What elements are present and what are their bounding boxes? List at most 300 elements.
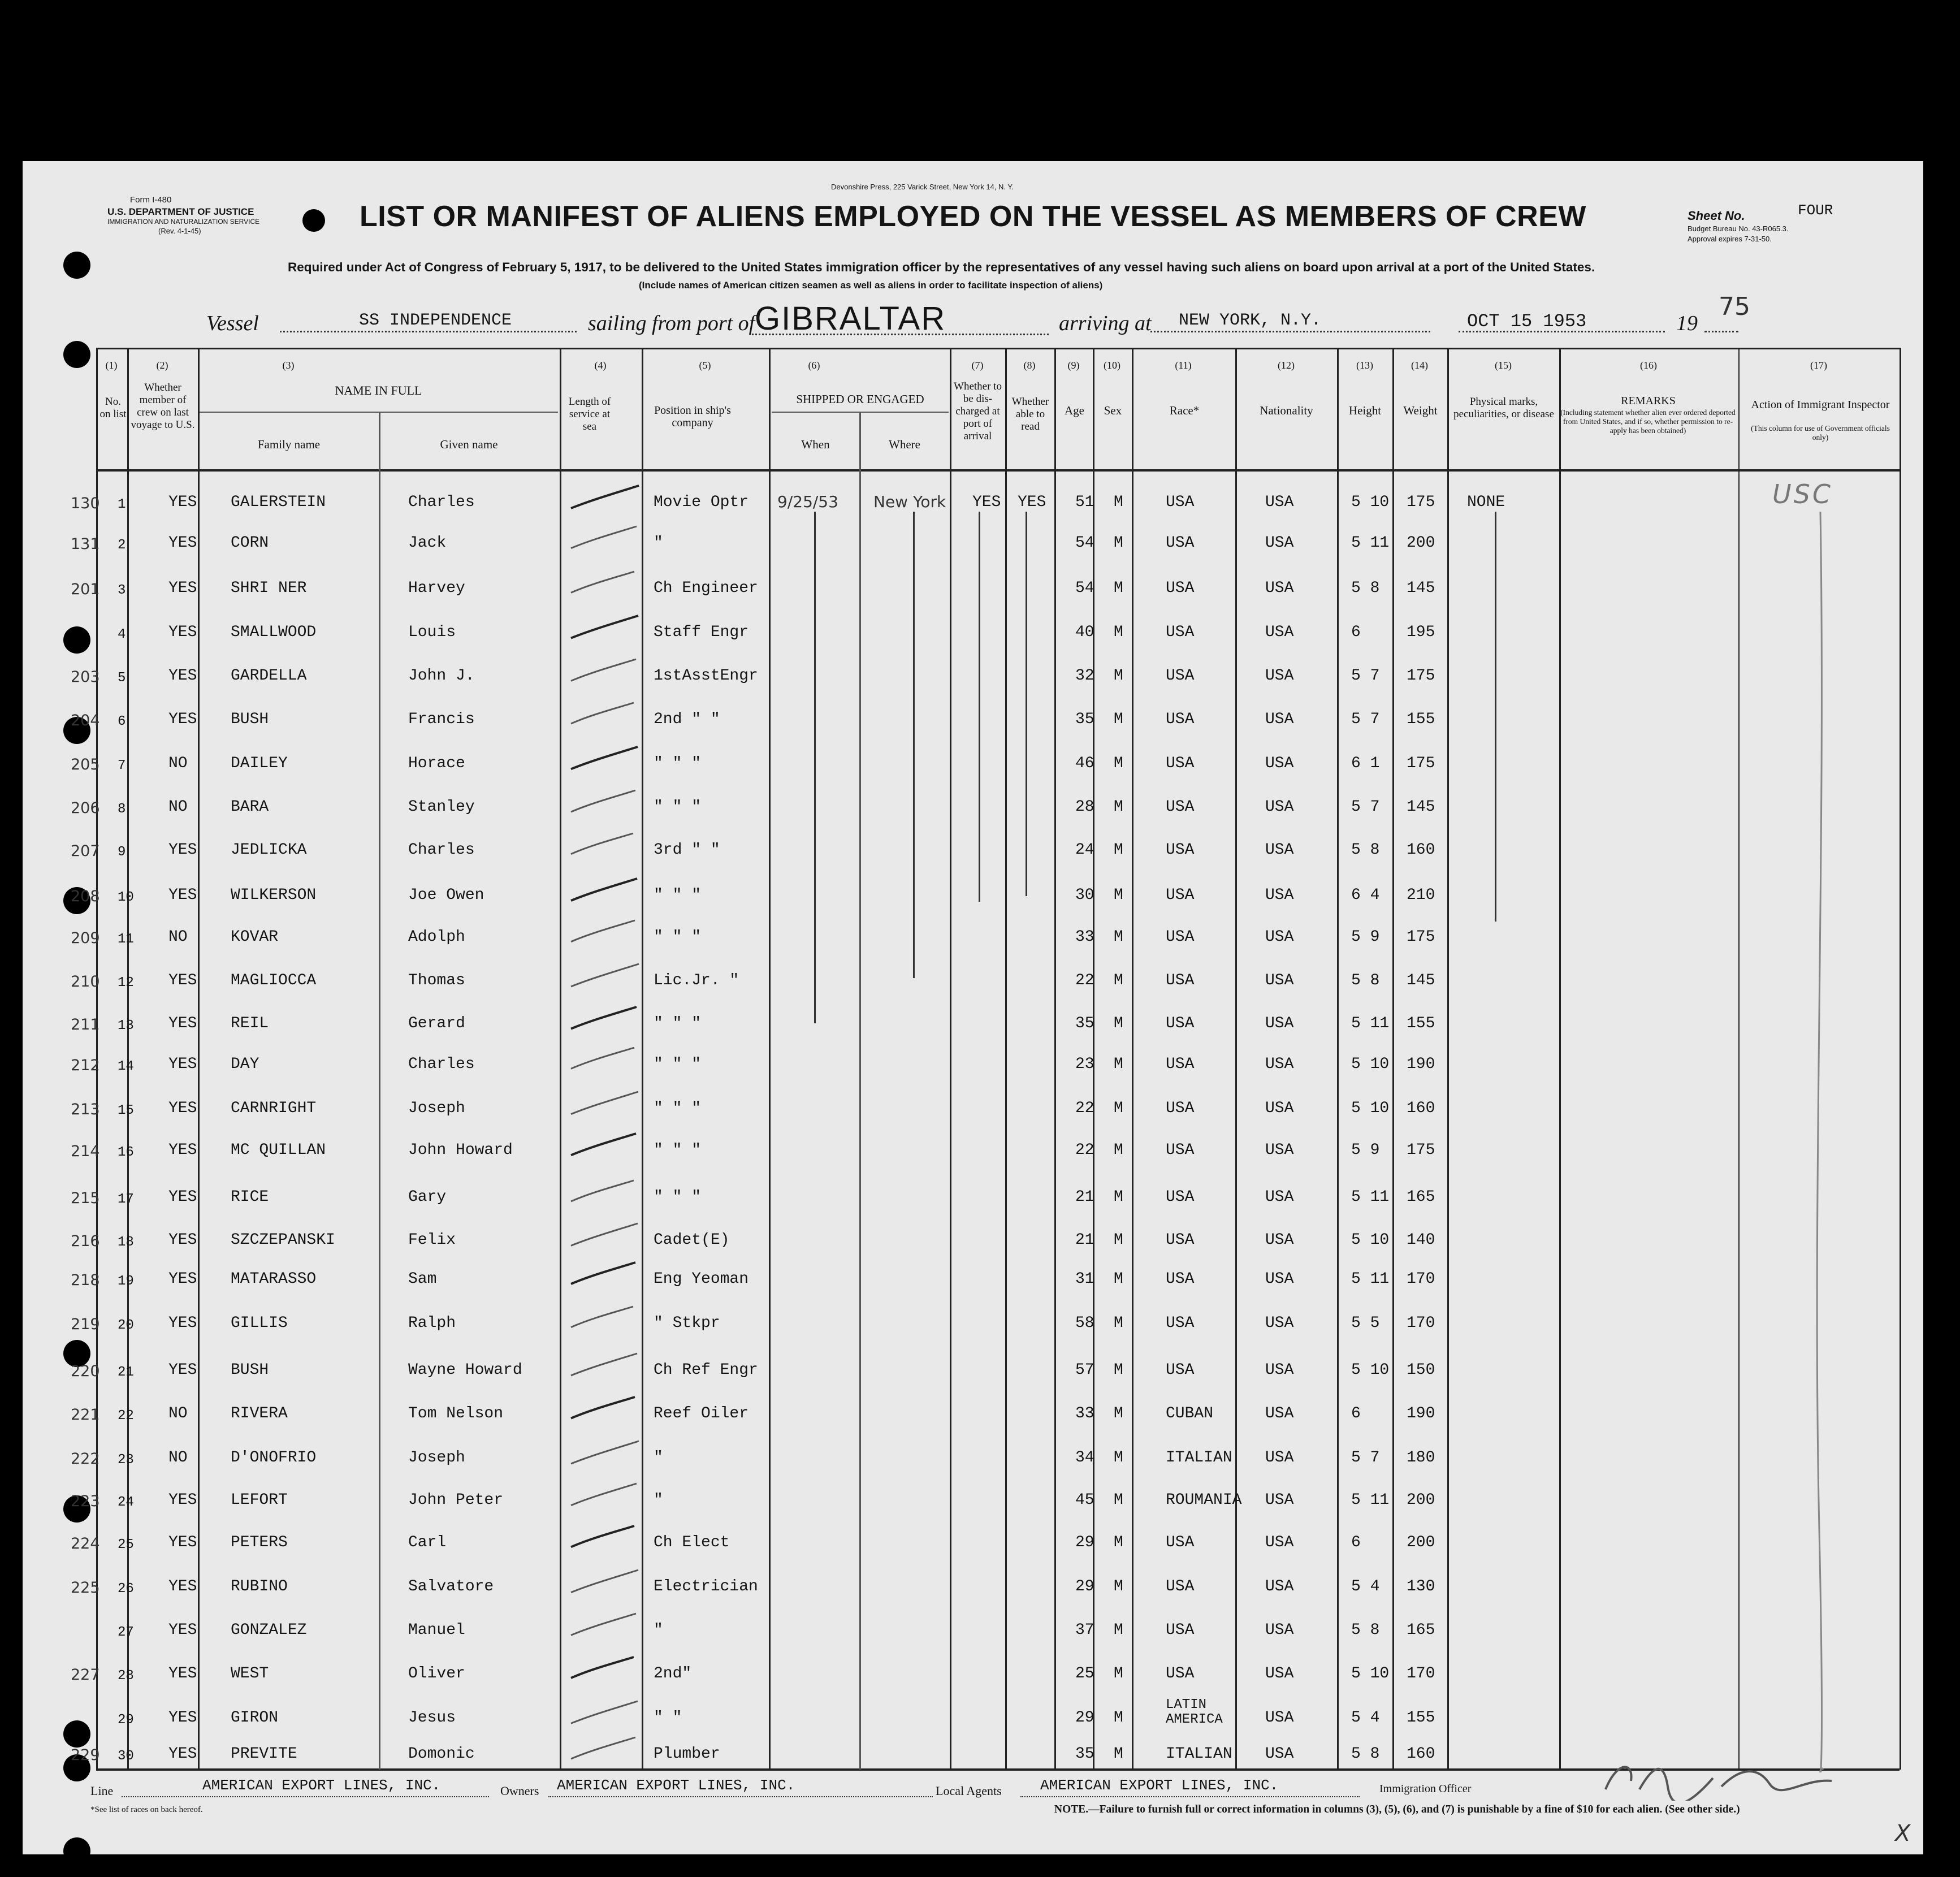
given-name: Louis — [408, 624, 456, 641]
family-name: SHRI NER — [231, 579, 307, 597]
handwritten-list-number: 219 — [71, 1316, 100, 1333]
given-name: Stanley — [408, 798, 475, 816]
given-name: Joseph — [408, 1449, 465, 1467]
sex: M — [1114, 1141, 1123, 1159]
service-length-slash — [568, 1697, 647, 1731]
handwritten-list-number: 222 — [71, 1450, 100, 1468]
age: 46 — [1075, 755, 1094, 772]
given-name: Manuel — [408, 1621, 465, 1639]
given-name: Oliver — [408, 1665, 465, 1683]
crew-last-voyage: NO — [168, 755, 188, 772]
crew-last-voyage: YES — [168, 1231, 197, 1249]
crew-last-voyage: YES — [168, 1534, 197, 1551]
owners-label: Owners — [500, 1784, 539, 1798]
race: USA — [1166, 1188, 1195, 1206]
height: 5 10 — [1351, 1231, 1390, 1249]
family-name: MAGLIOCCA — [231, 972, 317, 989]
given-name: Charles — [408, 841, 475, 859]
height: 6 1 — [1351, 755, 1380, 772]
age: 22 — [1075, 1100, 1094, 1117]
row-number: 26 — [118, 1581, 134, 1597]
nationality: USA — [1265, 1665, 1294, 1683]
weight: 150 — [1407, 1361, 1435, 1379]
binder-hole — [63, 1837, 90, 1865]
family-name: RICE — [231, 1188, 269, 1206]
nationality: USA — [1265, 1621, 1294, 1639]
row-number: 9 — [118, 845, 126, 860]
nationality: USA — [1265, 798, 1294, 816]
service-length-slash — [568, 1087, 647, 1121]
ditto-stroke — [979, 512, 980, 902]
sex: M — [1114, 579, 1123, 597]
dotted-rule — [1459, 331, 1665, 332]
handwritten-list-number: 229 — [71, 1746, 100, 1764]
given-name: Gary — [408, 1188, 447, 1206]
sex: M — [1114, 494, 1123, 511]
family-name: DAILEY — [231, 755, 288, 772]
height: 5 10 — [1351, 1056, 1390, 1073]
dotted-rule — [280, 331, 577, 332]
row-number: 11 — [118, 932, 134, 947]
sex: M — [1114, 1015, 1123, 1032]
binder-hole — [63, 626, 90, 654]
family-name: WEST — [231, 1665, 269, 1683]
handwritten-list-number: 218 — [71, 1271, 100, 1289]
officer-signature — [1600, 1755, 1837, 1801]
column-rule — [769, 348, 771, 1770]
header-race: Race* — [1169, 404, 1200, 417]
shipped-where: New York — [873, 492, 946, 511]
service-length-slash — [568, 1392, 647, 1426]
position: " — [654, 1491, 663, 1509]
position: " " " — [654, 755, 702, 772]
race: USA — [1166, 1231, 1195, 1249]
form-title: LIST OR MANIFEST OF ALIENS EMPLOYED ON THE VESSEL AS MEMBERS OF CREW — [360, 200, 1586, 233]
service-length-slash — [568, 1302, 647, 1336]
nationality: USA — [1265, 1314, 1294, 1332]
crew-last-voyage: NO — [168, 928, 188, 946]
given-name: John J. — [408, 667, 475, 685]
dotted-rule — [1020, 1796, 1360, 1797]
given-name: Jack — [408, 534, 447, 552]
handwritten-list-number: 207 — [71, 842, 100, 860]
age: 54 — [1075, 579, 1094, 597]
header-where: Where — [889, 438, 920, 451]
weight: 155 — [1407, 711, 1435, 728]
height: 5 11 — [1351, 1015, 1390, 1032]
given-name: Jesus — [408, 1709, 456, 1727]
line-name: AMERICAN EXPORT LINES, INC. — [202, 1777, 441, 1794]
family-name: MC QUILLAN — [231, 1141, 326, 1159]
crew-last-voyage: YES — [168, 1491, 197, 1509]
family-name: WILKERSON — [231, 886, 317, 904]
height: 5 8 — [1351, 579, 1380, 597]
dotted-rule — [1150, 331, 1430, 332]
race: USA — [1166, 1314, 1195, 1332]
service-length-slash — [568, 1043, 647, 1077]
nationality: USA — [1265, 1015, 1294, 1032]
weight: 160 — [1407, 1100, 1435, 1117]
service-length-slash — [568, 959, 647, 993]
crew-last-voyage: NO — [168, 798, 188, 816]
position: Movie Optr — [654, 494, 749, 511]
dotted-rule — [548, 1796, 933, 1797]
service-length-slash — [568, 1733, 647, 1767]
service-length-slash — [568, 874, 647, 908]
column-number: (15) — [1495, 360, 1512, 371]
sex: M — [1114, 1534, 1123, 1551]
row-number: 29 — [118, 1712, 134, 1728]
family-name: GIRON — [231, 1709, 279, 1727]
vessel-name: SS INDEPENDENCE — [359, 311, 512, 330]
position: " " " — [654, 886, 702, 904]
sex: M — [1114, 1056, 1123, 1073]
row-number: 21 — [118, 1365, 134, 1380]
handwritten-list-number: 213 — [71, 1101, 100, 1118]
nationality: USA — [1265, 928, 1294, 946]
service-name: IMMIGRATION AND NATURALIZATION SERVICE — [107, 218, 260, 226]
position: " " " — [654, 1188, 702, 1206]
race: USA — [1166, 1665, 1195, 1683]
height: 6 — [1351, 1405, 1361, 1422]
service-length-slash — [568, 1609, 647, 1643]
height: 6 — [1351, 1534, 1361, 1551]
height: 5 8 — [1351, 1745, 1380, 1763]
service-length-slash — [568, 829, 647, 863]
binder-hole — [302, 209, 325, 232]
height: 5 10 — [1351, 1665, 1390, 1683]
weight: 190 — [1407, 1056, 1435, 1073]
ditto-stroke — [1495, 512, 1496, 922]
service-length-slash — [568, 1565, 647, 1599]
weight: 175 — [1407, 494, 1435, 511]
column-rule — [1235, 348, 1237, 1770]
header-able-to-read: Whether able to read — [1011, 396, 1049, 433]
nationality: USA — [1265, 494, 1294, 511]
row-number: 28 — [118, 1668, 134, 1684]
height: 5 9 — [1351, 1141, 1380, 1159]
weight: 200 — [1407, 534, 1435, 552]
discharged: YES — [972, 494, 1001, 511]
weight: 175 — [1407, 928, 1435, 946]
column-number: (13) — [1356, 360, 1373, 371]
crew-last-voyage: NO — [168, 1405, 188, 1422]
handwritten-list-number: 221 — [71, 1406, 100, 1424]
row-number: 30 — [118, 1749, 134, 1764]
ditto-stroke — [814, 512, 816, 1023]
nationality: USA — [1265, 1231, 1294, 1249]
agents-label: Local Agents — [936, 1784, 1002, 1798]
crew-last-voyage: YES — [168, 1709, 197, 1727]
crew-last-voyage: YES — [168, 1314, 197, 1332]
header-family-name: Family name — [257, 438, 321, 451]
crew-last-voyage: YES — [168, 886, 197, 904]
column-rule — [859, 413, 861, 1770]
weight: 170 — [1407, 1314, 1435, 1332]
arrival-date: OCT 15 1953 — [1467, 311, 1587, 332]
crew-last-voyage: YES — [168, 711, 197, 728]
given-name: Joe Owen — [408, 886, 484, 904]
nationality: USA — [1265, 1534, 1294, 1551]
age: 21 — [1075, 1231, 1094, 1249]
nationality: USA — [1265, 841, 1294, 859]
weight: 160 — [1407, 841, 1435, 859]
service-length-slash — [568, 1176, 647, 1210]
crew-last-voyage: YES — [168, 1141, 197, 1159]
column-number: (3) — [282, 360, 295, 371]
weight: 210 — [1407, 886, 1435, 904]
crew-last-voyage: YES — [168, 972, 197, 989]
nationality: USA — [1265, 1578, 1294, 1595]
age: 29 — [1075, 1709, 1094, 1727]
family-name: CARNRIGHT — [231, 1100, 317, 1117]
header-remarks-note: (Including statement whether alien ever ordered deported from United States, and if so, whether permission to re-apply has been obtained) — [1560, 408, 1736, 435]
column-rule — [1392, 348, 1394, 1770]
weight: 145 — [1407, 972, 1435, 989]
header-given-name: Given name — [440, 438, 498, 451]
service-length-slash — [568, 1219, 647, 1253]
height: 5 9 — [1351, 928, 1380, 946]
nationality: USA — [1265, 1141, 1294, 1159]
sex: M — [1114, 1491, 1123, 1509]
weight: 145 — [1407, 798, 1435, 816]
height: 5 11 — [1351, 1188, 1390, 1206]
column-rule — [379, 413, 380, 1770]
family-name: RUBINO — [231, 1578, 288, 1595]
given-name: Gerard — [408, 1015, 465, 1032]
position: Electrician — [654, 1578, 758, 1595]
binder-hole — [63, 341, 90, 368]
age: 45 — [1075, 1491, 1094, 1509]
weight: 165 — [1407, 1621, 1435, 1639]
row-number: 2 — [118, 538, 126, 553]
sex: M — [1114, 1578, 1123, 1595]
position: Ch Ref Engr — [654, 1361, 758, 1379]
crew-last-voyage: YES — [168, 667, 197, 685]
crew-last-voyage: YES — [168, 1100, 197, 1117]
given-name: Domonic — [408, 1745, 475, 1763]
line-label: Line — [90, 1784, 114, 1798]
officer-label: Immigration Officer — [1379, 1783, 1472, 1795]
age: 35 — [1075, 1745, 1094, 1763]
row-number: 25 — [118, 1537, 134, 1552]
service-length-slash — [568, 916, 647, 950]
crew-last-voyage: YES — [168, 841, 197, 859]
column-rule — [1447, 348, 1449, 1770]
row-number: 24 — [118, 1495, 134, 1510]
service-length-slash — [568, 1479, 647, 1513]
weight: 180 — [1407, 1449, 1435, 1467]
service-length-slash — [568, 1653, 647, 1686]
row-number: 16 — [118, 1145, 134, 1160]
sheet-label: Sheet No. — [1688, 209, 1745, 223]
weight: 130 — [1407, 1578, 1435, 1595]
row-number: 18 — [118, 1235, 134, 1250]
race: USA — [1166, 494, 1195, 511]
position: " — [654, 534, 663, 552]
handwritten-list-number: 223 — [71, 1493, 100, 1510]
height: 5 11 — [1351, 1270, 1390, 1288]
position: " " " — [654, 928, 702, 946]
race: USA — [1166, 1534, 1195, 1551]
race: USA — [1166, 1141, 1195, 1159]
family-name: BUSH — [231, 1361, 269, 1379]
column-rule — [1337, 348, 1339, 1770]
service-length-slash — [568, 1437, 647, 1471]
row-number: 12 — [118, 975, 134, 991]
handwritten-list-number: 204 — [71, 712, 100, 729]
column-number: (1) — [105, 360, 118, 371]
weight: 145 — [1407, 579, 1435, 597]
race: USA — [1166, 1100, 1195, 1117]
age: 51 — [1075, 494, 1094, 511]
handwritten-list-number: 214 — [71, 1143, 100, 1160]
approval-expiry: Approval expires 7-31-50. — [1688, 235, 1772, 243]
race: USA — [1166, 755, 1195, 772]
race: USA — [1166, 1056, 1195, 1073]
weight: 200 — [1407, 1491, 1435, 1509]
height: 5 5 — [1351, 1314, 1380, 1332]
age: 28 — [1075, 798, 1094, 816]
sex: M — [1114, 755, 1123, 772]
family-name: REIL — [231, 1015, 269, 1032]
service-length-slash — [568, 1521, 647, 1555]
sex: M — [1114, 1231, 1123, 1249]
weight: 195 — [1407, 624, 1435, 641]
binder-hole — [63, 1720, 90, 1748]
row-number: 1 — [118, 497, 126, 512]
race: ROUMANIA — [1166, 1491, 1242, 1509]
header-inspector-action: Action of Immigrant Inspector — [1751, 399, 1890, 411]
sex: M — [1114, 886, 1123, 904]
table-top-rule — [96, 348, 1900, 349]
row-number: 20 — [118, 1318, 134, 1333]
row-number: 5 — [118, 671, 126, 686]
include-note: (Include names of American citizen seamen as well as aliens in order to facilitate inspection of aliens) — [639, 280, 1103, 291]
sex: M — [1114, 624, 1123, 641]
row-number: 6 — [118, 714, 126, 729]
given-name: Harvey — [408, 579, 465, 597]
height: 5 4 — [1351, 1709, 1380, 1727]
column-number: (10) — [1104, 360, 1120, 371]
service-length-slash — [568, 611, 647, 645]
owners-name: AMERICAN EXPORT LINES, INC. — [557, 1777, 795, 1794]
column-number: (14) — [1411, 360, 1428, 371]
column-number: (16) — [1640, 360, 1657, 371]
sex: M — [1114, 972, 1123, 989]
ditto-stroke — [1026, 512, 1027, 896]
position: Cadet(E) — [654, 1231, 730, 1249]
weight: 170 — [1407, 1665, 1435, 1683]
header-remarks: REMARKS — [1621, 395, 1676, 407]
position: Staff Engr — [654, 624, 749, 641]
age: 31 — [1075, 1270, 1094, 1288]
age: 24 — [1075, 841, 1094, 859]
legal-requirement: Required under Act of Congress of February 5, 1917, to be delivered to the United States immigration officer by the representatives of any vessel having such aliens on board upon arrival at a port of the United States. — [288, 260, 1595, 274]
row-number: 22 — [118, 1408, 134, 1424]
year-label: 19 — [1676, 312, 1698, 335]
column-rule — [198, 348, 200, 1770]
sex: M — [1114, 1621, 1123, 1639]
crew-last-voyage: YES — [168, 1270, 197, 1288]
given-name: Felix — [408, 1231, 456, 1249]
nationality: USA — [1265, 534, 1294, 552]
penalty-note: NOTE.—Failure to furnish full or correct information in columns (3), (5), (6), and (7) is punishable by a fine of $10 for each alien. (See other side.) — [1054, 1804, 1740, 1815]
family-name: RIVERA — [231, 1405, 288, 1422]
crew-last-voyage: YES — [168, 534, 197, 552]
position: Reef Oiler — [654, 1405, 749, 1422]
position: " Stkpr — [654, 1314, 720, 1332]
nationality: USA — [1265, 711, 1294, 728]
physical-marks: NONE — [1467, 494, 1505, 511]
row-number: 23 — [118, 1452, 134, 1468]
header-when: When — [801, 438, 830, 451]
header-length-service: Length of service at sea — [568, 396, 611, 433]
family-name: PREVITE — [231, 1745, 297, 1763]
dotted-rule — [752, 334, 1049, 335]
weight: 140 — [1407, 1231, 1435, 1249]
given-name: Charles — [408, 1056, 475, 1073]
given-name: Wayne Howard — [408, 1361, 522, 1379]
handwritten-list-number: 130 — [71, 495, 100, 512]
height: 5 10 — [1351, 1100, 1390, 1117]
weight: 165 — [1407, 1188, 1435, 1206]
sheet-value: FOUR — [1798, 202, 1833, 219]
race: USA — [1166, 841, 1195, 859]
race: USA — [1166, 711, 1195, 728]
height: 6 — [1351, 624, 1361, 641]
handwritten-list-number: 210 — [71, 973, 100, 991]
weight: 190 — [1407, 1405, 1435, 1422]
form-number: Form I-480 — [130, 195, 172, 205]
service-length-slash — [568, 786, 647, 820]
position: 2nd" — [654, 1665, 692, 1683]
arriving-port: NEW YORK, N.Y. — [1179, 311, 1322, 330]
shipped-when: 9/25/53 — [777, 492, 838, 511]
weight: 170 — [1407, 1270, 1435, 1288]
handwritten-list-number: 215 — [71, 1190, 100, 1207]
handwritten-list-number: 225 — [71, 1579, 100, 1597]
race: USA — [1166, 1361, 1195, 1379]
given-name: Ralph — [408, 1314, 456, 1332]
family-name: KOVAR — [231, 928, 279, 946]
position: Lic.Jr. " — [654, 972, 739, 989]
position: " " " — [654, 1015, 702, 1032]
weight: 175 — [1407, 667, 1435, 685]
column-rule — [1900, 348, 1901, 1770]
height: 5 10 — [1351, 494, 1390, 511]
column-number: (9) — [1067, 360, 1080, 371]
row-number: 7 — [118, 758, 126, 773]
family-name: GALERSTEIN — [231, 494, 326, 511]
column-number: (6) — [808, 360, 820, 371]
header-no-on-list: No. on list — [99, 396, 127, 420]
nationality: USA — [1265, 972, 1294, 989]
budget-bureau: Budget Bureau No. 43-R065.3. — [1688, 224, 1789, 233]
sex: M — [1114, 534, 1123, 552]
crew-last-voyage: NO — [168, 1449, 188, 1467]
race: USA — [1166, 1578, 1195, 1595]
column-number: (17) — [1810, 360, 1827, 371]
family-name: CORN — [231, 534, 269, 552]
header-bottom-rule — [96, 469, 1900, 472]
vessel-label: Vessel — [206, 312, 259, 335]
sex: M — [1114, 711, 1123, 728]
row-number: 15 — [118, 1103, 134, 1118]
handwritten-list-number: 203 — [71, 668, 100, 686]
column-number: (2) — [156, 360, 168, 371]
weight: 175 — [1407, 1141, 1435, 1159]
